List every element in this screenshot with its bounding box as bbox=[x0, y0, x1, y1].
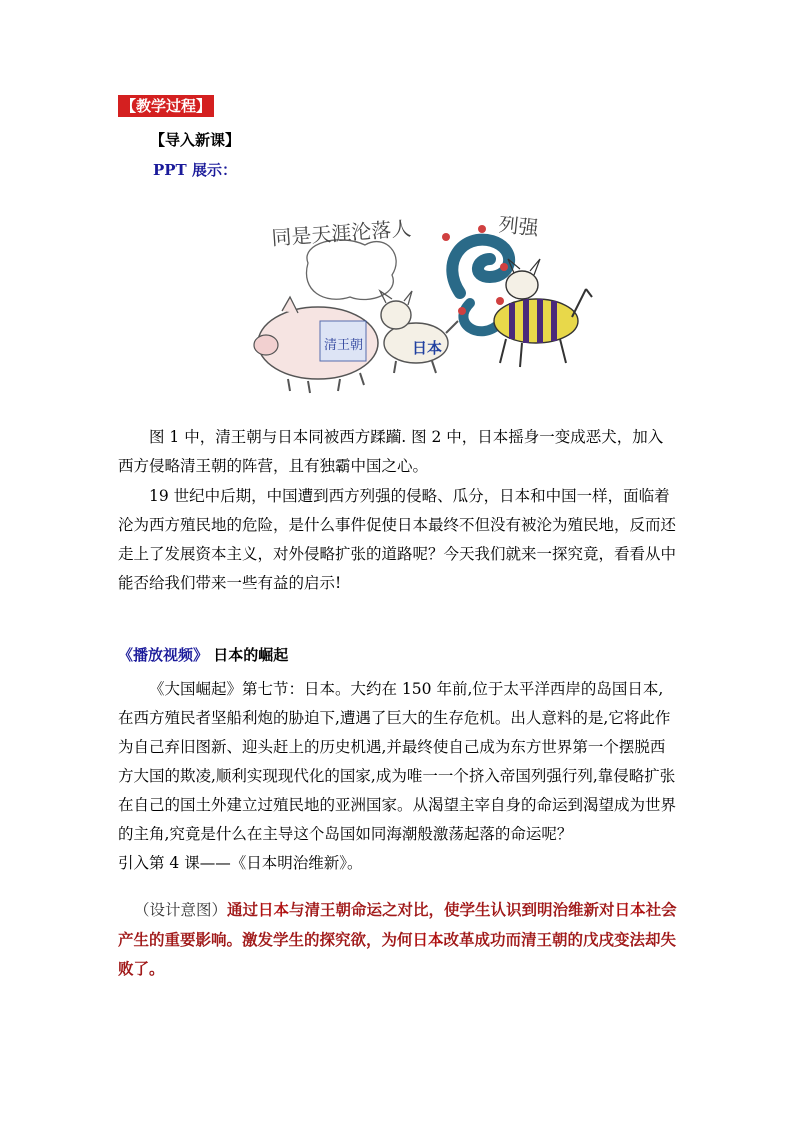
pig-label: 清王朝 bbox=[324, 338, 364, 353]
figure-description: 图 1 中，清王朝与日本同被西方蹂躏. 图 2 中，日本摇身一变成恶犬，加入西方侵略清王朝的阵营，且有独霸中国之心。 bbox=[118, 428, 664, 475]
intro-heading: 【导入新课】 bbox=[150, 131, 241, 149]
section-title-badge: 【教学过程】 bbox=[118, 95, 214, 117]
video-heading bbox=[118, 644, 288, 665]
ppt-label: PPT 展示： bbox=[153, 161, 237, 179]
video-subheading: 日本的崛起 bbox=[213, 646, 289, 664]
intent-tag: （设计意图） bbox=[134, 901, 228, 919]
right-caption: 列强 bbox=[497, 212, 540, 241]
video-heading-label: 《播放视频》 bbox=[118, 646, 209, 664]
design-intent: （设计意图）通过日本与清王朝命运之对比，使学生认识到明治维新对日本社会产生的重要影响。激发学生的探究欲，为何日本改革成功而清王朝的戊戌变法却失败了。 bbox=[118, 900, 677, 978]
left-caption: 同是天涯沦落人 bbox=[270, 216, 413, 250]
cartoon-figure bbox=[200, 193, 620, 408]
video-text: 《大国崛起》第七节：日本。大约在 150 年前,位于太平洋西岸的岛国日本,在西方殖民者坚船利炮的胁迫下,遭遇了巨大的生存危机。出人意料的是,它将此作为自己弃旧图新、迎头赶上的历史机遇,并最终使自己成为东方世界第一个摆脱西方大国的欺凌,顺利实现现代化的国家,成为唯一一个挤入帝国列强行列,靠侵略扩张在自己的国土外建立过殖民地的亚洲国家。从渴望主宰自身的命运到渴望成为世界的主角,究竟是什么在主导这个岛国如同海潮般激荡起落的命运呢？ 引入第 4 课——《日本明治维新》。 bbox=[118, 680, 677, 872]
intro-paragraph: 19 世纪中后期，中国遭到西方列强的侵略、瓜分，日本和中国一样，面临着沦为西方殖民地的危险，是什么事件促使日本最终不但没有被沦为殖民地，反而还走上了发展资本主义，对外侵略扩张的道路呢？今天我们就来一探究竟，看看从中能否给我们带来一些有益的启示! bbox=[118, 487, 677, 592]
speech-bubble bbox=[306, 240, 396, 300]
lesson-lead: 引入第 4 课——《日本明治维新》。 bbox=[118, 854, 363, 872]
dog-label: 日本 bbox=[412, 339, 443, 357]
striped-dog-icon bbox=[494, 299, 578, 343]
